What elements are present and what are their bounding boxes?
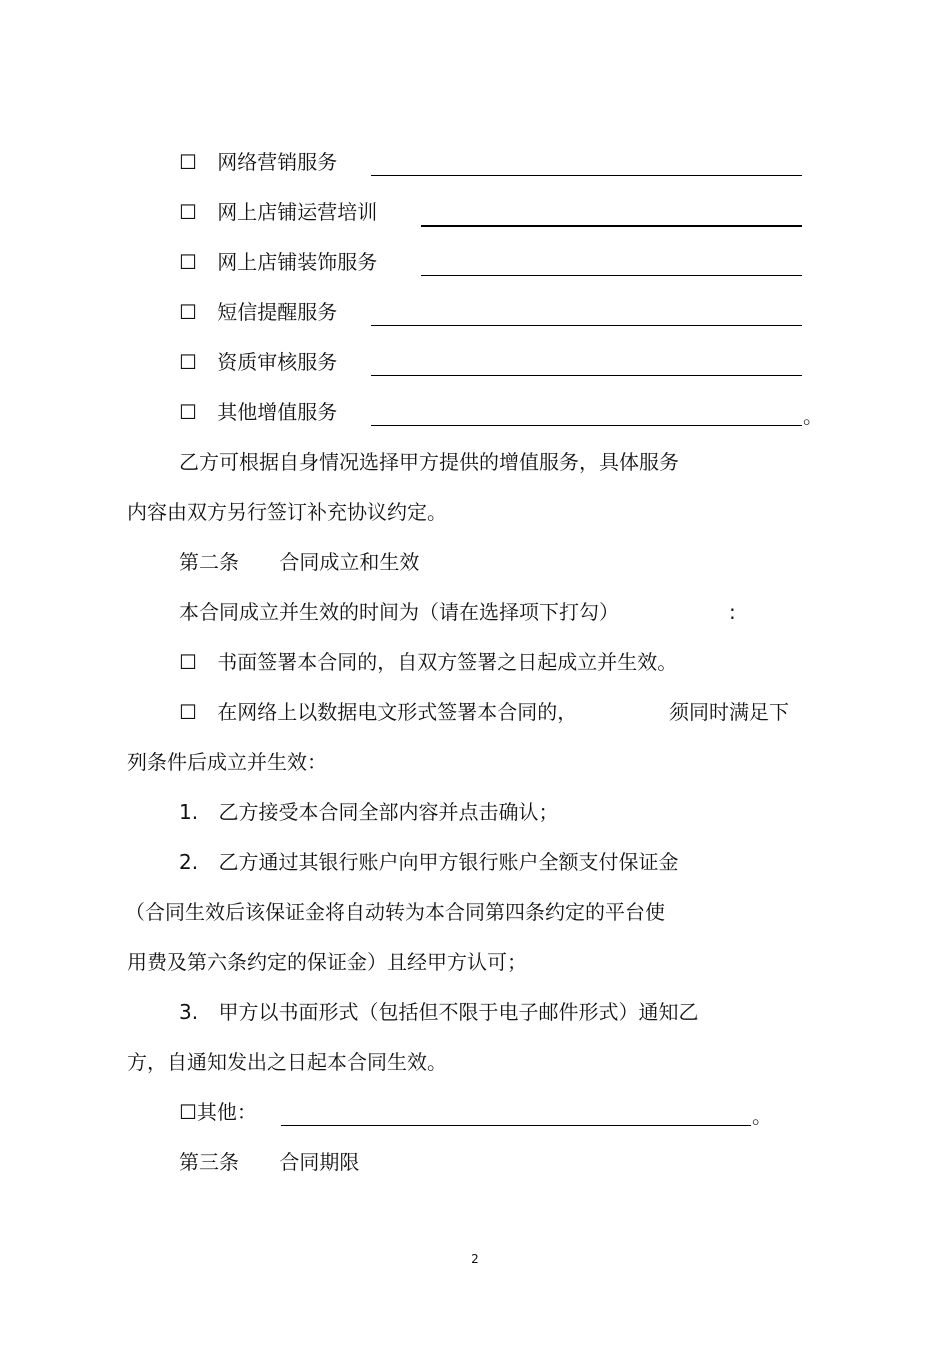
fill-in-line (421, 225, 802, 227)
checkbox-icon[interactable]: ☐ (179, 650, 197, 674)
article-heading (179, 1148, 359, 1176)
option-online (179, 698, 577, 726)
service-item (179, 398, 337, 426)
checkbox-icon[interactable]: ☐ (179, 250, 197, 274)
option-label: 书面签署本合同的，自双方签署之日起成立并生效。 (217, 650, 678, 674)
paragraph-line: 本合同成立并生效的时间为（请在选择项下打勾） (179, 600, 619, 624)
condition-item (179, 848, 678, 876)
checkbox-icon[interactable]: ☐ (179, 400, 197, 424)
fill-in-line (371, 375, 802, 376)
service-item (179, 248, 377, 276)
service-label: 网上店铺运营培训 (217, 200, 378, 224)
paragraph-line: 列条件后成立并生效： (127, 750, 327, 774)
condition-item (179, 798, 558, 826)
option-other: ☐其他： (179, 1100, 257, 1124)
service-label: 其他增值服务 (217, 400, 338, 424)
paragraph-line: 乙方可根据自身情况选择甲方提供的增值服务，具体服务 (179, 450, 679, 474)
option-label-cont: 须同时满足下 (669, 700, 789, 724)
condition-number: 3. (179, 1000, 199, 1024)
article-title: 合同期限 (279, 1150, 360, 1174)
service-label: 网络营销服务 (217, 150, 338, 174)
fill-in-line (371, 175, 802, 176)
article-number: 第三条 (179, 1150, 239, 1174)
period: 。 (752, 1104, 772, 1128)
condition-number: 1. (179, 800, 199, 824)
article-number: 第二条 (179, 550, 239, 574)
fill-in-line (371, 325, 802, 326)
fill-in-line (421, 275, 802, 276)
checkbox-icon[interactable]: ☐ (179, 200, 197, 224)
fill-in-line (281, 1125, 751, 1126)
service-label: 网上店铺装饰服务 (217, 250, 378, 274)
paragraph-line: 用费及第六条约定的保证金）且经甲方认可； (127, 950, 527, 974)
option-written (179, 648, 677, 676)
service-item (179, 348, 337, 376)
condition-number: 2. (179, 850, 199, 874)
colon: : (729, 600, 736, 624)
condition-item (179, 998, 698, 1026)
checkbox-icon[interactable]: ☐ (179, 300, 197, 324)
checkbox-icon[interactable]: ☐ (179, 350, 197, 374)
paragraph-line: （合同生效后该保证金将自动转为本合同第四条约定的平台使 (125, 900, 665, 924)
option-label: 在网络上以数据电文形式签署本合同的， (217, 700, 578, 724)
article-heading (179, 548, 419, 576)
paragraph-line: 方，自通知发出之日起本合同生效。 (127, 1050, 447, 1074)
article-title: 合同成立和生效 (279, 550, 420, 574)
condition-text: 乙方通过其银行账户向甲方银行账户全额支付保证金 (218, 850, 679, 874)
checkbox-icon[interactable]: ☐ (179, 700, 197, 724)
service-item (179, 148, 337, 176)
period: 。 (803, 404, 823, 428)
condition-text: 乙方接受本合同全部内容并点击确认； (218, 800, 559, 824)
service-item (179, 198, 377, 226)
checkbox-icon[interactable]: ☐ (179, 150, 197, 174)
page-number: 2 (471, 1252, 479, 1266)
service-item (179, 298, 337, 326)
condition-text: 甲方以书面形式（包括但不限于电子邮件形式）通知乙 (218, 1000, 699, 1024)
fill-in-line (371, 425, 802, 426)
service-label: 短信提醒服务 (217, 300, 338, 324)
service-label: 资质审核服务 (217, 350, 338, 374)
paragraph-line: 内容由双方另行签订补充协议约定。 (127, 500, 447, 524)
